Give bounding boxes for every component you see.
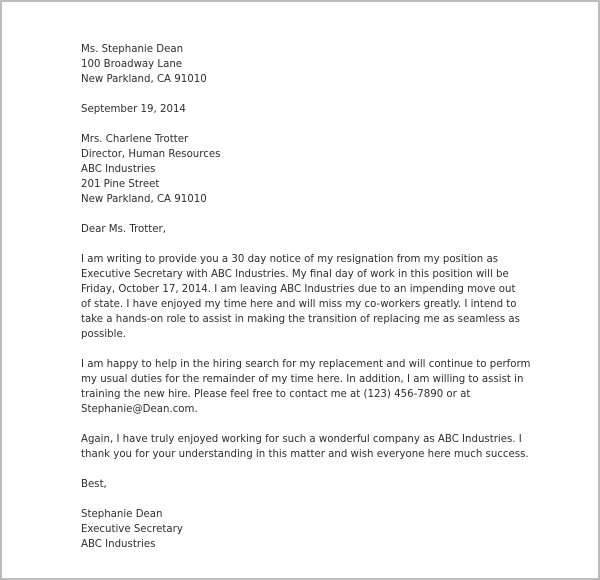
spacer — [81, 492, 501, 507]
paragraph-line: I am writing to provide you a 30 day notice of my resignation from my position as — [81, 254, 499, 265]
signature-title: Executive Secretary — [81, 524, 183, 535]
sender-street: 100 Broadway Lane — [81, 59, 183, 70]
paragraph-line: of state. I have enjoyed my time here and will miss my co-workers greatly. I intend to — [81, 299, 517, 310]
letter-content — [81, 42, 531, 552]
closing: Best, — [81, 479, 107, 490]
sender-city: New Parkland, CA 91010 — [81, 74, 207, 85]
spacer — [81, 417, 501, 432]
paragraph-line: take a hands-on role to assist in making the transition of replacing me as seamless as — [81, 314, 520, 325]
recipient-city: New Parkland, CA 91010 — [81, 194, 207, 205]
letter-date: September 19, 2014 — [81, 104, 186, 115]
paragraph-line: my usual duties for the remainder of my time here. In addition, I am willing to assist in — [81, 374, 524, 385]
paragraph-line: I am happy to help in the hiring search for my replacement and will continue to perform — [81, 359, 531, 370]
body-paragraph-3 — [81, 432, 529, 462]
recipient-street: 201 Pine Street — [81, 179, 160, 190]
paragraph-line: Executive Secretary with ABC Industries. My final day of work in this position will be — [81, 269, 509, 280]
sender-address — [81, 42, 501, 87]
signature-block — [81, 507, 501, 552]
spacer — [81, 117, 501, 132]
recipient-address — [81, 132, 501, 207]
spacer — [81, 462, 501, 477]
paragraph-line: Again, I have truly enjoyed working for such a wonderful company as ABC Industries. I — [81, 434, 522, 445]
spacer — [81, 87, 501, 102]
paragraph-line: possible. — [81, 329, 126, 340]
paragraph-line: Stephanie@Dean.com. — [81, 404, 198, 415]
salutation: Dear Ms. Trotter, — [81, 224, 166, 235]
body-paragraph-2 — [81, 357, 531, 417]
paragraph-line: thank you for your understanding in this matter and wish everyone here much success. — [81, 449, 529, 460]
spacer — [81, 237, 501, 252]
signature-company: ABC Industries — [81, 539, 156, 550]
recipient-company: ABC Industries — [81, 164, 156, 175]
signature-name: Stephanie Dean — [81, 509, 163, 520]
recipient-title: Director, Human Resources — [81, 149, 221, 160]
spacer — [81, 207, 501, 222]
body-paragraph-1 — [81, 252, 520, 342]
paragraph-line: Friday, October 17, 2014. I am leaving ABC Industries due to an impending move out — [81, 284, 516, 295]
paragraph-line: training the new hire. Please feel free to contact me at (123) 456-7890 or at — [81, 389, 471, 400]
recipient-name: Mrs. Charlene Trotter — [81, 134, 189, 145]
spacer — [81, 342, 501, 357]
sender-name: Ms. Stephanie Dean — [81, 44, 184, 55]
